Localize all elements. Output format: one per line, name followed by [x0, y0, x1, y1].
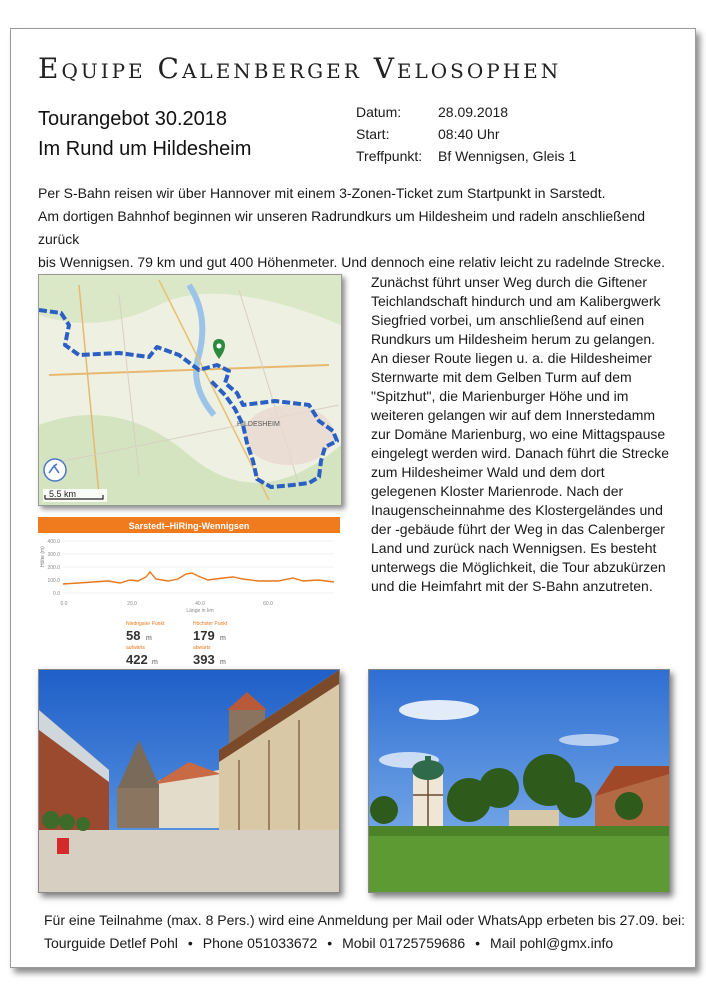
mobile-number[interactable]: Mobil 01725759686 [342, 935, 466, 951]
tour-meta [356, 101, 576, 167]
stat-label: abwärts [193, 645, 211, 651]
registration-note: Für eine Teilnahme (max. 8 Pers.) wird eine Anmeldung per Mail oder WhatsApp erbeten bis 27.09. bei: [44, 912, 685, 928]
profile-title: Sarstedt–HiRing-Wennigsen [128, 521, 250, 531]
phone-number[interactable]: Phone 051033672 [202, 935, 318, 951]
y-tick: 200.0 [47, 565, 60, 571]
cycling-icon[interactable] [44, 459, 66, 481]
tour-guide: Tourguide Detlef Pohl [44, 935, 178, 951]
meta-value: 28.09.2018 [438, 104, 509, 120]
bullet: • [327, 935, 333, 951]
stat-unit: m [220, 659, 226, 666]
stat-value: 58 [126, 628, 141, 643]
y-tick: 0.0 [53, 591, 60, 597]
meta-row-meeting-point [356, 145, 576, 167]
stat-unit: m [146, 635, 152, 642]
meta-label: Datum: [356, 104, 402, 120]
meta-label: Treffpunkt: [356, 148, 423, 164]
route-map [38, 274, 342, 506]
contact-line [44, 932, 684, 955]
meta-row-date [356, 101, 576, 123]
elevation-profile-chart [38, 515, 340, 675]
meta-label: Start: [356, 126, 390, 142]
x-tick: 40.0 [195, 601, 205, 607]
mail-address[interactable]: Mail pohl@gmx.info [490, 935, 614, 951]
x-tick: 20.0 [127, 601, 137, 607]
elevation-line [63, 572, 334, 584]
meta-value: Bf Wennigsen, Gleis 1 [438, 148, 577, 164]
stat-value: 179 [193, 628, 215, 643]
stat-value: 422 [126, 652, 148, 667]
meta-value: 08:40 Uhr [438, 126, 500, 142]
tour-description: Zunächst führt unser Weg durch die Giftener Teichlandschaft hindurch und am Kalibergwerk Siegfried vorbei, um anschließend auf einen Rundkurs um Hildesheim herum zu gelangen. An dieser Route liegen u. a. die Hildesheimer Sternwarte mit dem Gelben Turm auf dem "Spitzhut", die Marienburger Höhe und im weiteren gelangen wir auf dem Innerstedamm zur Domäne Marienburg, wo eine Mittagspause eingelegt werden wird. Danach führt die Strecke zum Hildesheimer Wald und dem dort gelegenen Kloster Marienrode. Nach der Inaugenscheinnahme des Klostergeländes und der -gebäude führt der Weg in das Calenberger Land und zurück nach Wennigsen. Es besteht unterwegs die Möglichkeit, die Tour abzukürzen und die Heimfahrt mit der S-Bahn anzutreten. [371, 274, 670, 594]
y-tick: 100.0 [47, 578, 60, 584]
tour-name: Im Rund um Hildesheim [38, 138, 252, 160]
profile-x-label: Länge in km [186, 608, 214, 614]
photo-park-tower [368, 669, 670, 893]
stat-value: 393 [193, 652, 215, 667]
stat-unit: m [152, 659, 158, 666]
route-map-image [39, 275, 341, 505]
bullet: • [187, 935, 193, 951]
tour-number: Tourangebot 30.2018 [38, 108, 228, 130]
y-tick: 300.0 [47, 552, 60, 558]
stat-unit: m [220, 635, 226, 642]
photo-monastery-courtyard [38, 669, 340, 893]
map-scale-bar [43, 489, 107, 502]
intro-line: Am dortigen Bahnhof beginnen wir unseren Radrundkurs um Hildesheim und radeln anschließend zurück [38, 208, 646, 247]
profile-y-label: Höhe (m) [40, 546, 46, 567]
map-city-label: HILDESHEIM [237, 421, 280, 428]
photo-monastery-courtyard-image [39, 670, 339, 892]
intro-line: Per S-Bahn reisen wir über Hannover mit einem 3-Zonen-Ticket zum Startpunkt in Sarstedt. [38, 185, 606, 201]
photo-park-tower-image [369, 670, 669, 892]
x-tick: 0.0 [60, 601, 68, 607]
bullet: • [475, 935, 481, 951]
meta-row-start [356, 123, 576, 145]
tour-title [38, 104, 251, 164]
intro-text [38, 182, 678, 274]
intro-line: bis Wennigsen. 79 km und gut 400 Höhenmeter. Und dennoch eine relativ leicht zu radelnde Strecke. [38, 254, 666, 270]
map-scale-label: 5.5 km [49, 489, 77, 499]
x-tick: 60.0 [263, 601, 273, 607]
brand-title: Equipe Calenberger Velosophen [38, 52, 562, 85]
stat-label: Höchster Punkt [193, 621, 228, 627]
stat-label: Niedrigster Punkt [126, 621, 165, 627]
footer [44, 909, 684, 955]
y-tick: 400.0 [47, 539, 60, 545]
stat-label: aufwärts [126, 645, 145, 651]
elevation-profile [38, 515, 340, 675]
